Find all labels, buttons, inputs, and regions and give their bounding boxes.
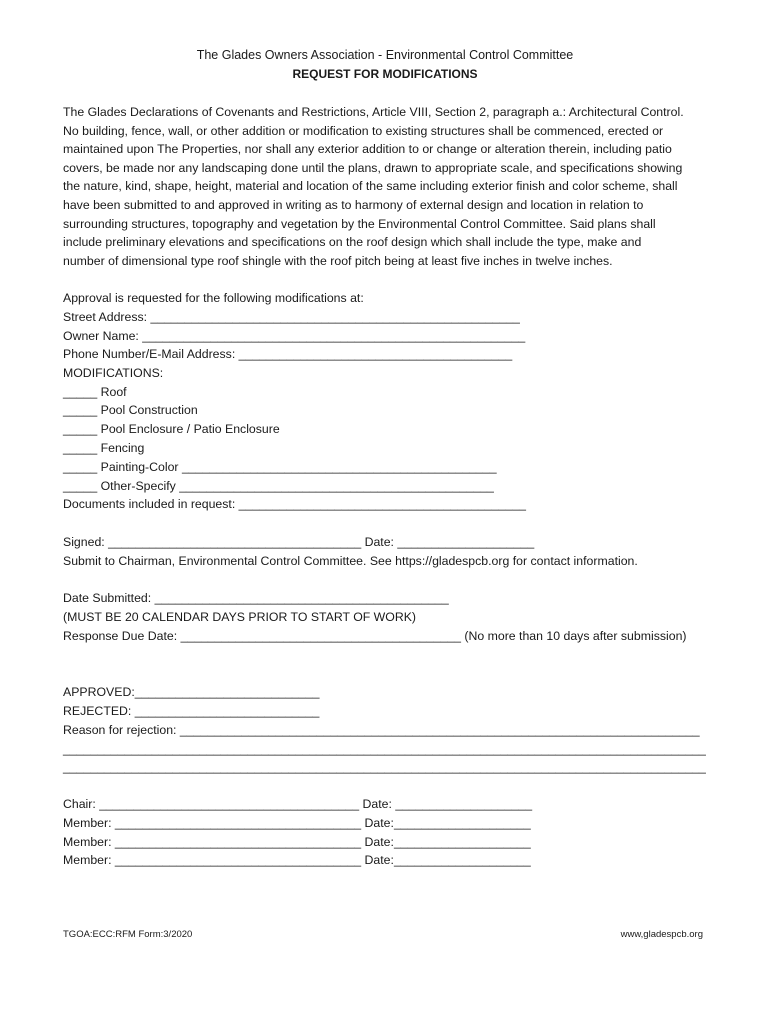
- intro-line: number of dimensional type roof shingle with the roof pitch being at least five inches in twelve inches.: [63, 253, 613, 268]
- mod-pool-item[interactable]: _____ Pool Construction: [63, 403, 198, 417]
- modifications-heading: MODIFICATIONS:: [63, 366, 164, 380]
- owner-name-field[interactable]: Owner Name: ________________________________________________________: [63, 329, 526, 343]
- reason-line[interactable]: ______________________________________________________________________________________________: [63, 742, 706, 756]
- mod-other-item[interactable]: _____ Other-Specify ______________________________________________: [63, 479, 494, 493]
- form-code: TGOA:ECC:RFM Form:3/2020: [63, 929, 193, 940]
- member-signature-field[interactable]: Member: ____________________________________ Date:____________________: [63, 835, 531, 849]
- approval-intro: Approval is requested for the following modifications at:: [63, 291, 364, 305]
- phone-email-field[interactable]: Phone Number/E-Mail Address: ________________________________________: [63, 347, 513, 361]
- intro-line: covers, be made nor any landscaping done until the plans, drawn to appropriate scale, and specifications showing: [63, 160, 683, 175]
- signed-field[interactable]: Signed: _____________________________________ Date: ____________________: [63, 535, 535, 549]
- intro-line: the nature, kind, shape, height, material and location of the same including exterior finish and color scheme, shall: [63, 179, 678, 194]
- document-title: The Glades Owners Association - Environmental Control Committee: [196, 48, 574, 62]
- reason-field[interactable]: Reason for rejection: ____________________________________________________________________________: [63, 723, 700, 737]
- date-submitted-field[interactable]: Date Submitted: ___________________________________________: [63, 591, 449, 605]
- deadline-note: (MUST BE 20 CALENDAR DAYS PRIOR TO START OF WORK): [63, 610, 417, 624]
- intro-line: surrounding structures, topography and vegetation by the Environmental Control Committee. Said plans shall: [63, 216, 656, 231]
- mod-fencing-item[interactable]: _____ Fencing: [63, 441, 145, 455]
- intro-line: include preliminary elevations and specifications on the roof design which shall include the type, make and: [63, 235, 642, 250]
- intro-line: maintained upon The Properties, nor shall any exterior addition to or change or alteration therein, including patio: [63, 142, 672, 157]
- intro-line: have been submitted to and approved in writing as to harmony of external design and location in relation to: [63, 197, 644, 212]
- street-address-field[interactable]: Street Address: ______________________________________________________: [63, 310, 520, 324]
- intro-line: No building, fence, wall, or other addition or modification to existing structures shall be commenced, erected or: [63, 123, 664, 138]
- response-due-field[interactable]: Response Due Date: _________________________________________ (No more than 10 days after submission): [63, 629, 687, 643]
- intro-paragraph: [63, 103, 713, 270]
- mod-enclosure-item[interactable]: _____ Pool Enclosure / Patio Enclosure: [63, 422, 280, 436]
- document-subtitle: REQUEST FOR MODIFICATIONS: [292, 67, 478, 81]
- member-signature-field[interactable]: Member: ____________________________________ Date:____________________: [63, 816, 531, 830]
- approved-field[interactable]: APPROVED:___________________________: [63, 685, 320, 699]
- intro-line: The Glades Declarations of Covenants and Restrictions, Article VIII, Section 2, paragraph a.: Architectural Control.: [63, 105, 684, 119]
- documents-field[interactable]: Documents included in request: __________________________________________: [63, 497, 526, 511]
- chair-signature-field[interactable]: Chair: ______________________________________ Date: ____________________: [63, 797, 533, 811]
- member-signature-field[interactable]: Member: ____________________________________ Date:____________________: [63, 853, 531, 867]
- rejected-field[interactable]: REJECTED: ___________________________: [63, 704, 320, 718]
- footer-website: www,gladespcb.org: [620, 929, 703, 940]
- reason-line[interactable]: ______________________________________________________________________________________________: [63, 760, 706, 774]
- mod-painting-item[interactable]: _____ Painting-Color ______________________________________________: [63, 460, 497, 474]
- mod-roof-item[interactable]: _____ Roof: [63, 385, 127, 399]
- submit-instructions: Submit to Chairman, Environmental Control Committee. See https://gladespcb.org for contact information.: [63, 554, 638, 568]
